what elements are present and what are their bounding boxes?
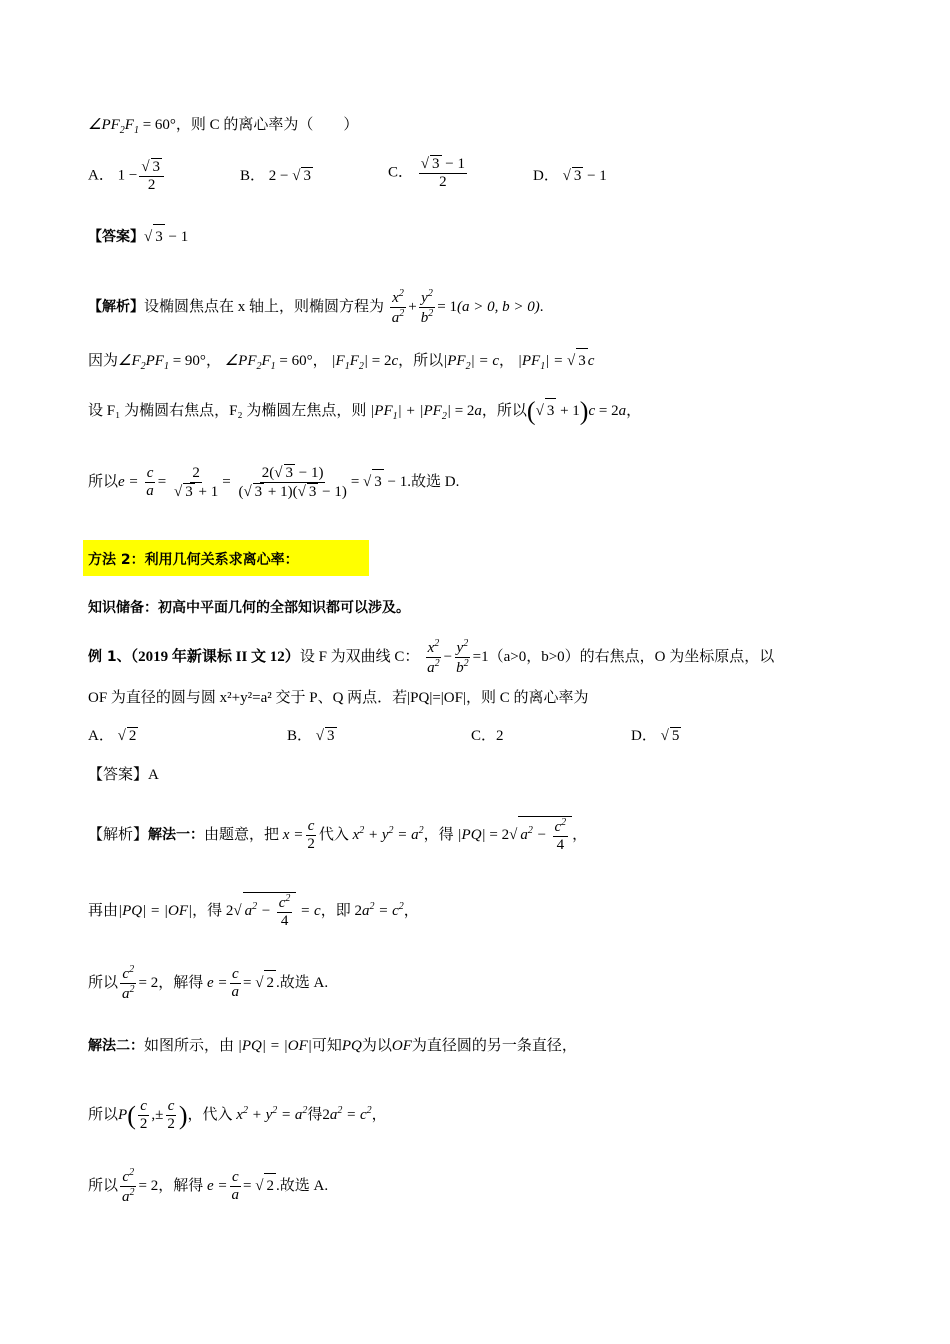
option-a: A． 1 − $\frac{√ 3}{2}$	[88, 158, 166, 195]
analysis-line-3: 设 F₁ 为椭圆右焦点，F₂ 为椭圆左焦点，则 $|PF_1| + |PF_2| = 2a$，所以(√ 3 + 1)c = 2a，	[88, 396, 642, 426]
analysis-line-4: 所以e = $\frac{c}{a}$ = $\frac{2}{√ 3 + 1}$ = $\frac{2(√ 3 - 1)}{(√ 3 + 1)(√ 3 - 1)}$ = √ 3 − 1.故选 D.	[88, 464, 460, 501]
solution2-line-3: 所以 $\frac{c^2}{a^2}$ = 2，解得 e = $\frac{c}{a}$ = √ 2 .故选 A.	[88, 1167, 329, 1206]
example-option-a: A． √ 2	[88, 728, 137, 744]
solution2-line-1: 解法二：如图所示，由 |PQ| = |OF|可知PQ为以OF为直径圆的另一条直径，	[88, 1038, 577, 1054]
example-option-d: D． √ 5	[631, 728, 680, 744]
solution2-line-2: 所以P( $\frac{c}{2}$ ,± $\frac{c}{2}$ )，代入 $x^2 + y^2 = a^2$得$2a^2 = c^2$，	[88, 1098, 387, 1133]
example-stem-2: OF 为直径的圆与圆 x²+y²=a² 交于 P、Q 两点．若|PQ|=|OF|，则 C 的离心率为	[88, 690, 589, 706]
option-d: D． √ 3 − 1	[533, 168, 607, 184]
knowledge-note: 知识储备：初高中平面几何的全部知识都可以涉及。	[88, 600, 410, 616]
analysis-line-2: 因为$\angle F_2PF_1 = 90^\circ$， $\angle PF_2F_1 = 60^\circ$， $|F_1F_2| = 2c$，所以$|PF_2| = c$， $|PF_1|$ = √ 3 c	[88, 348, 594, 379]
method-heading: 方法 2：利用几何关系求离心率：	[88, 552, 299, 568]
solution1-line-1: 【解析】解法一：由题意，把 x = $\frac{c}{2}$ 代入 $x^2 + y^2 = a^2$，得 |PQ| = 2√ $a^2$ − $\frac{c^2}{4}$ ，	[88, 817, 588, 854]
question-stem-tail: $\angle PF_2F_1 = 60^\circ$，则 C 的离心率为（ ）	[88, 117, 359, 136]
option-c: C． $\frac{√ 3 - 1}{2}$	[388, 156, 465, 191]
example-option-b: B． √ 3	[287, 728, 335, 744]
answer-line: 【答案】√ 3 − 1	[88, 224, 188, 249]
solution1-line-2: 再由|PQ| = |OF|，得 2√ $a^2$ − $\frac{c^2}{4}$ = c，即 $2a^2 = c^2$，	[88, 893, 419, 930]
solution1-line-3: 所以 $\frac{c^2}{a^2}$ = 2，解得 e = $\frac{c}{a}$ = √ 2 .故选 A.	[88, 964, 329, 1003]
example-answer: 【答案】A	[88, 767, 159, 783]
example-stem-1: 例 1、（2019 年新课标 II 文 12）设 F 为双曲线 C： $\frac{x^2}{a^2}$ − $\frac{y^2}{b^2}$ =1（a>0，b>0）的右焦点，O 为坐标原点，以	[88, 638, 775, 677]
example-option-c: C．2	[471, 728, 504, 744]
option-b: B． 2 − √ 3	[240, 168, 311, 184]
analysis-line-1: 【解析】设椭圆焦点在 x 轴上，则椭圆方程为 $\frac{x^2}{a^2}$ + $\frac{y^2}{b^2}$ = 1(a > 0, b > 0).	[88, 288, 544, 327]
